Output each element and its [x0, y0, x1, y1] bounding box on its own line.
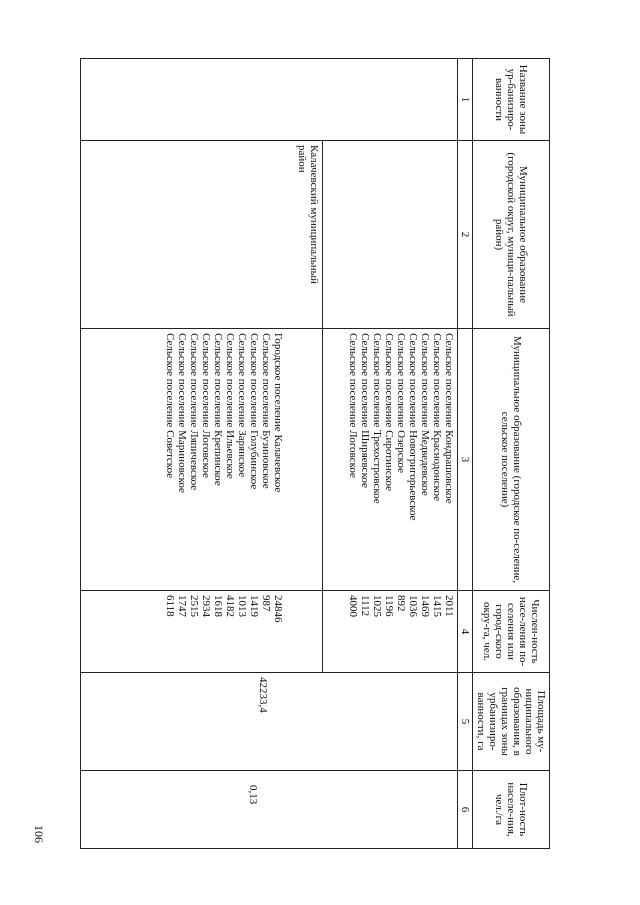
list-item: Сельское поселение Ляпичевское [188, 333, 200, 491]
list-item: Сельское поселение Ширяевское [359, 333, 371, 488]
list-item: Сельское поселение Сиротинское [383, 333, 395, 491]
district-cell [323, 141, 458, 329]
page-number: 106 [32, 825, 46, 843]
list-item: Сельское поселение Краснодонское [431, 333, 443, 501]
list-item: 892 [395, 595, 407, 612]
header-settlement: Муниципальное образование (городское по-селение, сельское поселение) [473, 329, 550, 591]
list-item: Сельское поселение Логовское [347, 333, 359, 478]
header-population: Числен-ность насе-ления по-селения или город-ского окру-га, чел. [473, 591, 550, 673]
district-cell [81, 141, 323, 329]
header-row [473, 59, 550, 849]
list-item: Сельское поселение Озерское [395, 333, 407, 473]
header-municipal-district: Муниципальное образование (городской округ, муници-пальный район) [473, 141, 550, 329]
area-value: 42233,4 [257, 677, 269, 713]
list-item: 4182 [224, 595, 236, 617]
urbanization-table [80, 58, 550, 849]
column-number: 5 [458, 673, 473, 771]
population-list-b [81, 591, 323, 673]
list-item: Сельское поселение Голубинское [248, 333, 260, 490]
list-item: 1036 [407, 595, 419, 617]
list-item: 1469 [419, 595, 431, 617]
list-item: Сельское поселение Трехостровское [371, 333, 383, 504]
density-value: 0,13 [247, 785, 259, 805]
list-item: Сельское поселение Новогригорьевское [407, 333, 419, 521]
list-item: Сельское поселение Бузиновское [260, 333, 272, 489]
list-item: Сельское поселение Мариновское [176, 333, 188, 493]
population-list-a [323, 591, 458, 673]
area-cell [81, 673, 458, 771]
list-item: Городское поселение Калачевское [272, 333, 284, 493]
list-item: 1025 [371, 595, 383, 617]
rotated-table-frame [80, 58, 550, 848]
list-item: 1419 [248, 595, 260, 617]
table-row [323, 59, 458, 849]
header-zone-name: Название зоны ур-банизиро-ванности [473, 59, 550, 141]
header-density: Плот-ность населе-ния, чел./га [473, 771, 550, 849]
settlement-list-b [81, 329, 323, 591]
list-item: Сельское поселение Ильевское [224, 333, 236, 479]
list-item: 987 [260, 595, 272, 612]
list-item: Сельское поселение Логовское [200, 333, 212, 478]
list-item: 1415 [431, 595, 443, 617]
zone-name-cell [81, 59, 458, 141]
density-cell [81, 771, 458, 849]
list-item: 4000 [347, 595, 359, 617]
list-item: Сельское поселение Зарянское [236, 333, 248, 478]
column-number: 4 [458, 591, 473, 673]
column-number: 6 [458, 771, 473, 849]
column-number-row [458, 59, 473, 849]
settlement-list-a [323, 329, 458, 591]
list-item: 24846 [272, 595, 284, 623]
list-item: 2011 [443, 595, 455, 617]
list-item: Сельское поселение Крепинское [212, 333, 224, 486]
list-item: 1013 [236, 595, 248, 617]
column-number: 2 [458, 141, 473, 329]
list-item: Сельское поселение Медведевское [419, 333, 431, 496]
list-item: 1196 [383, 595, 395, 617]
column-number: 3 [458, 329, 473, 591]
column-number: 1 [458, 59, 473, 141]
list-item: 2515 [188, 595, 200, 617]
list-item: 1618 [212, 595, 224, 617]
list-item: Сельское поселение Кондрашовское [443, 333, 455, 504]
list-item: 2934 [200, 595, 212, 617]
list-item: 1747 [176, 595, 188, 617]
list-item: Сельское поселение Советское [164, 333, 176, 479]
list-item: 1112 [359, 595, 371, 617]
district-name: Калачевский муниципальный район [296, 145, 320, 284]
header-area: Площадь му-ниципального образования, в границах зоны урбанизиро-ванности, га [473, 673, 550, 771]
list-item: 6118 [164, 595, 176, 617]
